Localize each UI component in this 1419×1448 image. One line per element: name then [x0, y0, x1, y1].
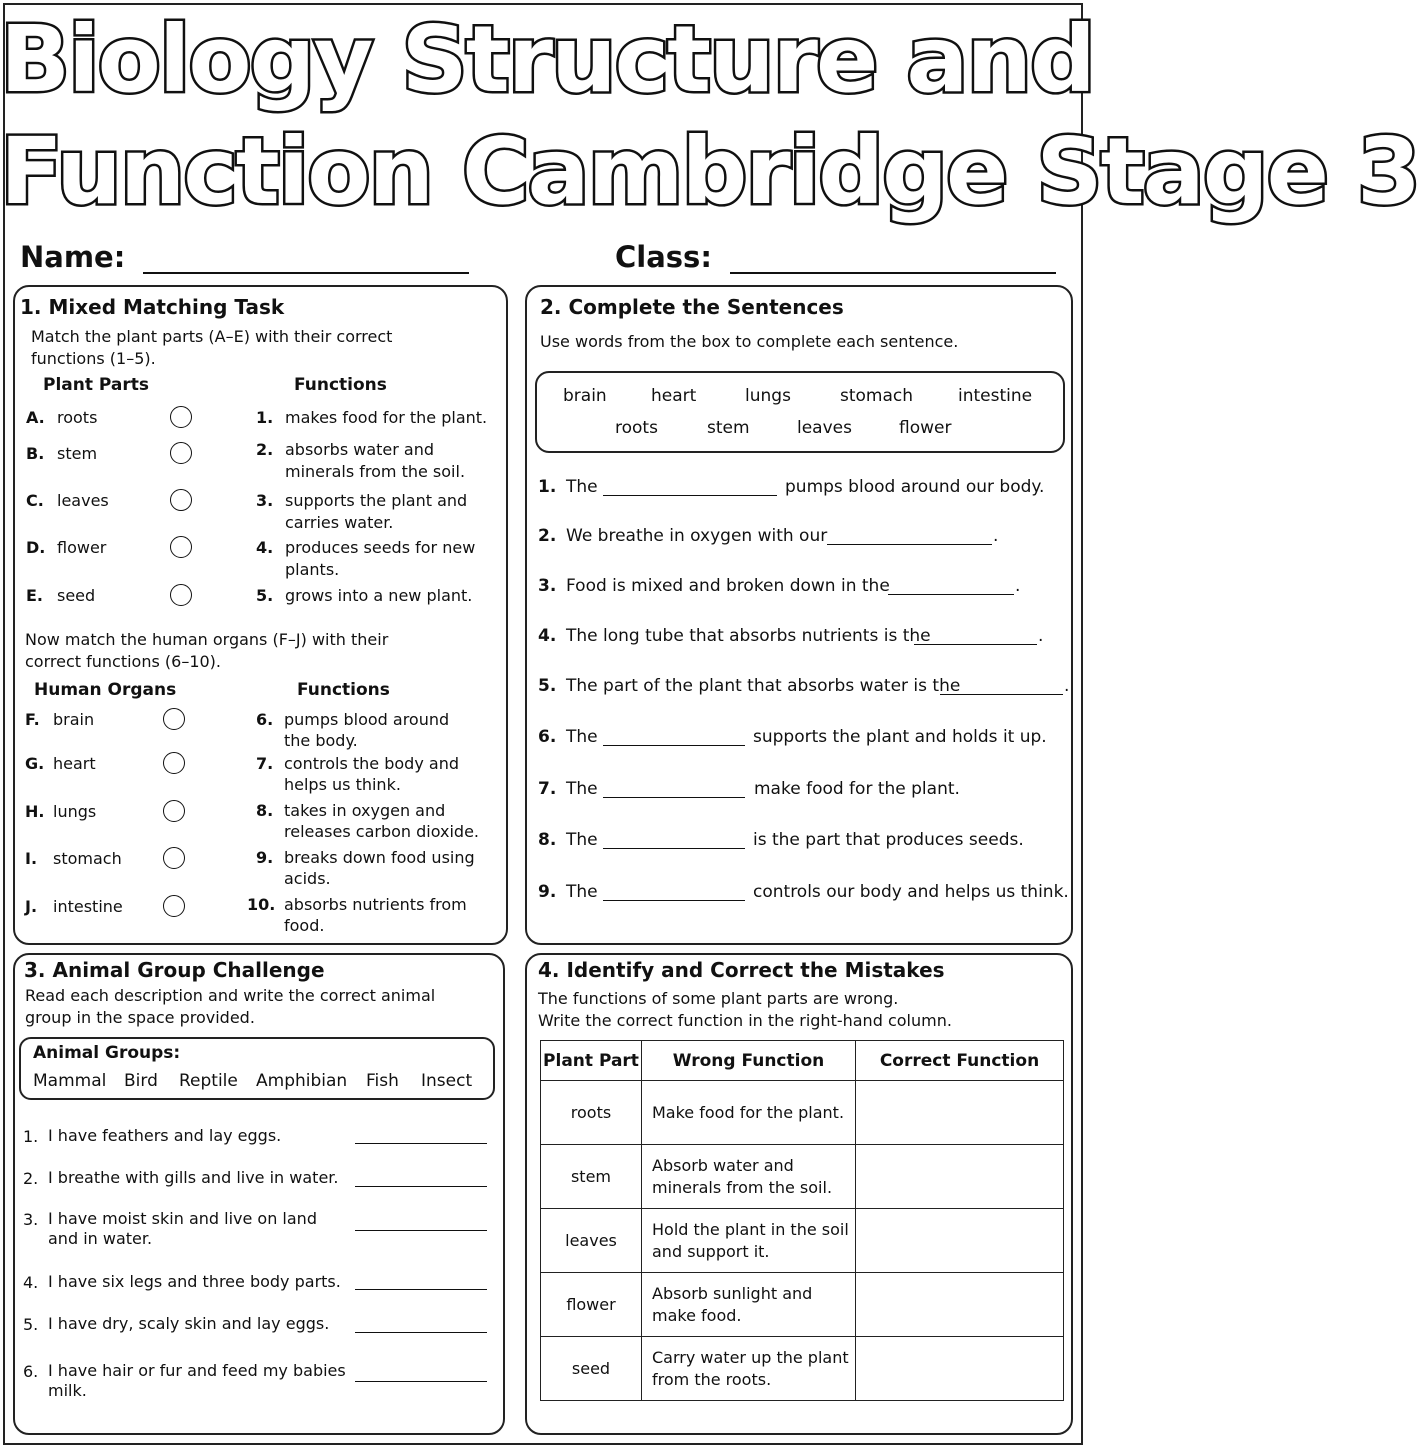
sentence-text-before: The: [566, 882, 598, 902]
function-text: absorbs nutrients from food.: [284, 895, 467, 935]
sentence-blank[interactable]: [603, 848, 745, 849]
section2-title: 2. Complete the Sentences: [540, 295, 844, 319]
sentence-text-after: supports the plant and holds it up.: [753, 727, 1047, 747]
sentence-text-after: .: [1064, 676, 1070, 696]
wrong-function-cell: Absorb water and minerals from the soil.: [642, 1145, 856, 1209]
animal-answer-line[interactable]: [355, 1186, 487, 1187]
table-row: [541, 1081, 1064, 1145]
plant-parts-header: Plant Parts: [43, 375, 150, 395]
sentence-text-before: The long tube that absorbs nutrients is the: [566, 626, 931, 646]
function-number: 5.: [256, 586, 274, 605]
plant-part-letter: A.: [26, 408, 45, 427]
match-circle[interactable]: [163, 752, 185, 774]
animal-item-text: I have feathers and lay eggs.: [48, 1126, 282, 1145]
animal-item-text: I have dry, scaly skin and lay eggs.: [48, 1314, 330, 1333]
match-circle[interactable]: [170, 442, 192, 464]
function-text: grows into a new plant.: [285, 586, 473, 605]
function-number: 7.: [256, 754, 274, 773]
title-line-1: Biology Structure and: [0, 6, 1094, 113]
plant-part-letter: B.: [26, 444, 45, 463]
table-header-row: [541, 1041, 1064, 1081]
plant-part-name: flower: [57, 538, 107, 557]
plant-part-letter: C.: [26, 491, 44, 510]
header-plant-part: Plant Part: [541, 1041, 642, 1081]
animal-answer-line[interactable]: [355, 1289, 487, 1290]
organ-letter: G.: [25, 754, 45, 773]
animal-item-text: I have six legs and three body parts.: [48, 1272, 341, 1291]
sentence-text-after: .: [1015, 576, 1021, 596]
function-text: supports the plant and carries water.: [285, 491, 468, 532]
name-field: [20, 240, 469, 274]
table-row: [541, 1273, 1064, 1337]
class-input-line[interactable]: [730, 244, 1056, 274]
sentence-text-after: .: [993, 526, 999, 546]
plant-part-cell: leaves: [541, 1209, 642, 1273]
animal-item-text: I have moist skin and live on land and in water.: [48, 1209, 317, 1248]
class-label: Class:: [615, 240, 712, 274]
sentence-text-before: The: [566, 779, 598, 799]
functions-header-2: Functions: [297, 680, 390, 700]
plant-part-letter: D.: [26, 538, 46, 557]
name-input-line[interactable]: [143, 244, 469, 274]
wrong-function-cell: Make food for the plant.: [642, 1081, 856, 1145]
function-text: produces seeds for new plants.: [285, 538, 476, 579]
function-number: 8.: [256, 801, 274, 820]
section1-instructions: Match the plant parts (A–E) with their correct functions (1–5).: [31, 327, 393, 368]
function-number: 2.: [256, 440, 274, 459]
sentence-text-before: We breathe in oxygen with our: [566, 526, 828, 546]
animal-group-word: Reptile: [179, 1071, 238, 1091]
wrong-function-cell: Carry water up the plant from the roots.: [642, 1337, 856, 1401]
function-text: pumps blood around the body.: [284, 710, 450, 750]
organ-name: intestine: [53, 897, 123, 916]
word-bank-word: heart: [651, 386, 697, 406]
animal-item-number: 2.: [23, 1169, 39, 1188]
table-row: [541, 1209, 1064, 1273]
sentence-text-before: The: [566, 727, 598, 747]
animal-item-number: 3.: [23, 1210, 39, 1229]
match-circle[interactable]: [170, 584, 192, 606]
organ-letter: J.: [25, 897, 38, 916]
sentence-number: 4.: [538, 626, 557, 646]
word-bank-word: stomach: [840, 386, 914, 406]
table-row: [541, 1145, 1064, 1209]
worksheet-title: [0, 4, 1419, 228]
function-text: controls the body and helps us think.: [284, 754, 459, 794]
animal-group-word: Mammal: [33, 1071, 107, 1091]
match-circle[interactable]: [163, 708, 185, 730]
sentence-number: 7.: [538, 779, 557, 799]
word-bank-word: stem: [707, 418, 750, 438]
sentence-number: 8.: [538, 830, 557, 850]
plant-part-cell: roots: [541, 1081, 642, 1145]
organ-letter: I.: [25, 849, 38, 868]
mistakes-table: [540, 1040, 1064, 1401]
section1-instructions-2: Now match the human organs (F–J) with their correct functions (6–10).: [25, 630, 389, 671]
name-label: Name:: [20, 240, 126, 274]
animal-answer-line[interactable]: [355, 1143, 487, 1144]
word-bank-word: brain: [563, 386, 607, 406]
header-correct-function: Correct Function: [856, 1041, 1064, 1081]
word-bank: [535, 371, 1065, 453]
function-number: 4.: [256, 538, 274, 557]
animal-answer-line[interactable]: [355, 1381, 487, 1382]
sentence-blank[interactable]: [603, 495, 777, 496]
header-wrong-function: Wrong Function: [642, 1041, 856, 1081]
animal-answer-line[interactable]: [355, 1230, 487, 1231]
sentence-text-after: pumps blood around our body.: [785, 477, 1045, 497]
sentence-blank[interactable]: [888, 594, 1014, 595]
organ-name: heart: [53, 754, 96, 773]
function-text: makes food for the plant.: [285, 408, 488, 427]
organ-name: lungs: [53, 802, 97, 821]
plant-part-letter: E.: [26, 586, 44, 605]
sentence-blank[interactable]: [940, 694, 1063, 695]
animal-item-text: I have hair or fur and feed my babies milk.: [48, 1361, 346, 1400]
match-circle[interactable]: [163, 847, 185, 869]
word-bank-word: intestine: [958, 386, 1033, 406]
functions-header: Functions: [294, 375, 387, 395]
match-circle[interactable]: [163, 895, 185, 917]
sentence-text-before: Food is mixed and broken down in the: [566, 576, 890, 596]
human-organs-header: Human Organs: [34, 680, 177, 700]
animal-groups-label: Animal Groups:: [33, 1043, 181, 1063]
sentence-text-after: controls our body and helps us think.: [753, 882, 1069, 902]
section4-instructions-1: The functions of some plant parts are wrong.: [538, 989, 899, 1008]
plant-part-cell: seed: [541, 1337, 642, 1401]
section2-instructions: Use words from the box to complete each sentence.: [540, 332, 959, 351]
function-number: 9.: [256, 848, 274, 867]
plant-part-name: stem: [57, 444, 98, 463]
word-bank-word: leaves: [797, 418, 852, 438]
plant-part-cell: flower: [541, 1273, 642, 1337]
function-number: 1.: [256, 408, 274, 427]
correct-function-cell[interactable]: [856, 1145, 1064, 1209]
animal-group-word: Amphibian: [256, 1071, 348, 1091]
sentence-blank[interactable]: [603, 797, 745, 798]
animal-group-word: Bird: [124, 1071, 158, 1091]
title-line-2: Function Cambridge Stage 3: [0, 118, 1419, 225]
table-row: [541, 1337, 1064, 1401]
sentence-blank[interactable]: [914, 644, 1037, 645]
sentence-number: 2.: [538, 526, 557, 546]
section3-title: 3. Animal Group Challenge: [24, 958, 325, 982]
sentence-text-after: is the part that produces seeds.: [753, 830, 1024, 850]
function-text: takes in oxygen and releases carbon dioxide.: [284, 801, 480, 841]
correct-function-cell[interactable]: [856, 1209, 1064, 1273]
sentence-text-before: The part of the plant that absorbs water is the: [566, 676, 961, 696]
sentence-number: 1.: [538, 477, 557, 497]
animal-group-word: Fish: [366, 1071, 399, 1091]
class-field: [615, 240, 1056, 274]
correct-function-cell[interactable]: [856, 1337, 1064, 1401]
function-text: absorbs water and minerals from the soil.: [285, 440, 466, 481]
match-circle[interactable]: [170, 536, 192, 558]
animal-item-number: 5.: [23, 1315, 39, 1334]
plant-part-name: seed: [57, 586, 96, 605]
sentence-text-before: The: [566, 477, 598, 497]
wrong-function-cell: Absorb sunlight and make food.: [642, 1273, 856, 1337]
plant-part-name: roots: [57, 408, 98, 427]
section4-title: 4. Identify and Correct the Mistakes: [538, 958, 945, 982]
sentence-text-after: make food for the plant.: [754, 779, 960, 799]
function-number: 6.: [256, 710, 274, 729]
match-circle[interactable]: [170, 489, 192, 511]
section1-title: 1. Mixed Matching Task: [20, 295, 285, 319]
organ-name: stomach: [53, 849, 122, 868]
sentence-number: 3.: [538, 576, 557, 596]
word-bank-word: roots: [615, 418, 658, 438]
animal-item-number: 6.: [23, 1362, 39, 1381]
section4-instructions-2: Write the correct function in the right-hand column.: [538, 1011, 952, 1030]
organ-letter: H.: [25, 802, 45, 821]
plant-part-name: leaves: [57, 491, 109, 510]
wrong-function-cell: Hold the plant in the soil and support it.: [642, 1209, 856, 1273]
animal-item-text: I breathe with gills and live in water.: [48, 1168, 339, 1187]
match-circle[interactable]: [170, 406, 192, 428]
organ-letter: F.: [25, 710, 40, 729]
function-text: breaks down food using acids.: [284, 848, 475, 888]
sentence-blank[interactable]: [603, 745, 745, 746]
organ-name: brain: [53, 710, 95, 729]
function-number: 3.: [256, 491, 274, 510]
section3-instructions: Read each description and write the correct animal group in the space provided.: [25, 986, 436, 1027]
correct-function-cell[interactable]: [856, 1081, 1064, 1145]
animal-group-word: Insect: [421, 1071, 473, 1091]
sentence-text-after: .: [1038, 626, 1044, 646]
function-number: 10.: [247, 895, 276, 914]
sentence-text-before: The: [566, 830, 598, 850]
sentence-number: 6.: [538, 727, 557, 747]
sentence-blank[interactable]: [603, 900, 745, 901]
animal-answer-line[interactable]: [355, 1332, 487, 1333]
animal-item-number: 1.: [23, 1127, 39, 1146]
word-bank-word: lungs: [745, 386, 791, 406]
animal-item-number: 4.: [23, 1273, 39, 1292]
sentence-number: 5.: [538, 676, 557, 696]
correct-function-cell[interactable]: [856, 1273, 1064, 1337]
plant-part-cell: stem: [541, 1145, 642, 1209]
word-bank-word: flower: [899, 418, 952, 438]
match-circle[interactable]: [163, 800, 185, 822]
sentence-number: 9.: [538, 882, 557, 902]
sentence-blank[interactable]: [827, 544, 992, 545]
